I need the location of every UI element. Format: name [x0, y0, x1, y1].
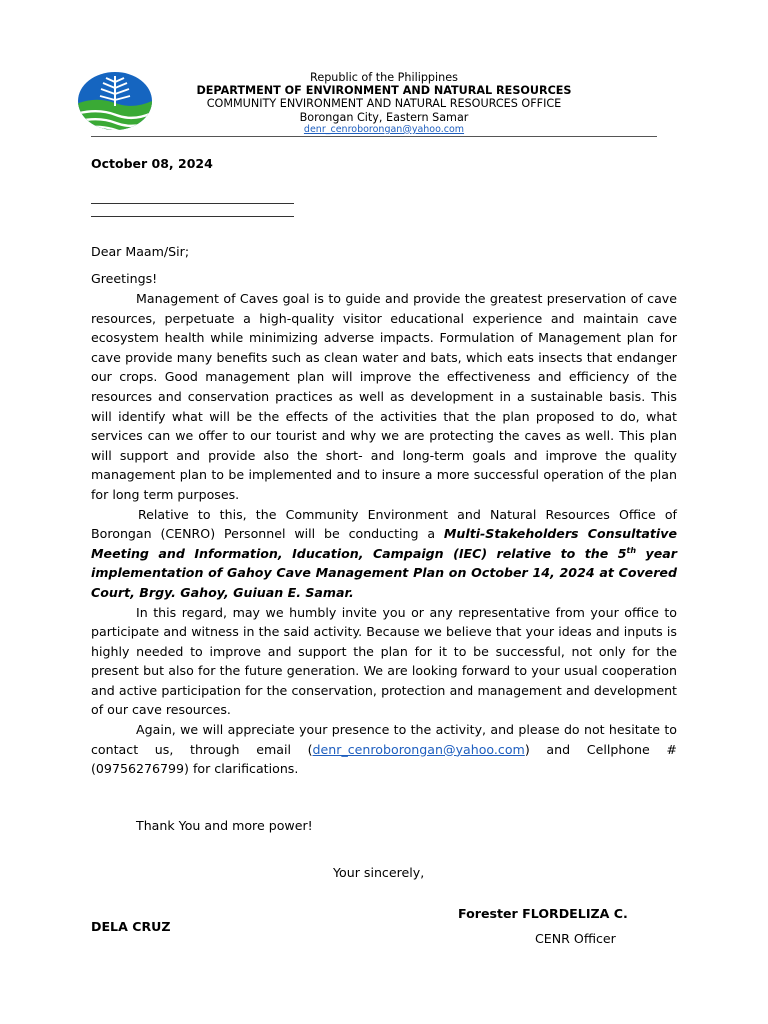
closing-thanks: Thank You and more power!	[136, 818, 313, 833]
letterhead-address: Borongan City, Eastern Samar	[299, 110, 469, 124]
greeting: Greetings!	[91, 271, 158, 286]
letter-body	[91, 289, 677, 779]
event-title-text: Multi-Stakeholders Consultative Meeting and Information, Iducation, Campaign (IEC) relative to the 5	[91, 526, 677, 561]
signatory-name-last: DELA CRUZ	[91, 919, 171, 934]
letterhead-office: COMMUNITY ENVIRONMENT AND NATURAL RESOURCES OFFICE	[206, 97, 562, 111]
closing-phrase: Your sincerely,	[333, 865, 425, 880]
letterhead-department: DEPARTMENT OF ENVIRONMENT AND NATURAL RESOURCES	[196, 84, 572, 98]
letterhead-email-link[interactable]: denr_cenroborongan@yahoo.com	[303, 123, 465, 135]
signatory-name-first: Forester FLORDELIZA C.	[458, 906, 628, 921]
letterhead-republic: Republic of the Philippines	[310, 71, 458, 84]
paragraph-invitation-event	[91, 505, 677, 603]
paragraph-purpose: Management of Caves goal is to guide and provide the greatest preservation of cave resources, perpetuate a high-quality visitor educational experience and maintain cave ecosystem health while minimizing adverse impacts. Formulation of Management plan for cave provide many benefits such as clean water and bats, which eats insects that endanger our crops. Good management plan will improve the effectiveness and efficiency of the resources and conservation practices as well as development in a sustainable basis. This will identify what will be the effects of the activities that the plan proposed to do, what services can we offer to our tourist and why we are protecting the caves as well. This plan will support and provide also the short- and long-term goals and improve the quality management plan to be implemented and to insure a more successful operation of the plan for long term purposes.	[91, 291, 677, 502]
recipient-blank-line	[91, 203, 294, 204]
contact-email-link[interactable]: denr_cenroborongan@yahoo.com	[312, 741, 525, 757]
letterhead-divider	[91, 136, 657, 137]
signatory-title: CENR Officer	[535, 931, 616, 946]
denr-logo-icon	[76, 70, 154, 132]
salutation: Dear Maam/Sir;	[91, 244, 190, 259]
contact-intro-text: Again, we will appreciate your presence to the activity, and please do not hesitate to contact us, through email (	[91, 722, 677, 757]
event-details-text: year implementation of Gahoy Cave Management Plan on October 14, 2024 at Covered Court, Brgy. Gahoy, Guiuan E. Samar.	[91, 545, 677, 600]
letterhead	[152, 71, 616, 135]
event-ordinal-suffix: th	[626, 545, 637, 555]
recipient-blank-line	[91, 216, 294, 217]
event-intro-text: Relative to this, the Community Environment and Natural Resources Office of Borongan (CENRO) Personnel will be conducting a	[91, 506, 677, 542]
paragraph-request: In this regard, may we humbly invite you or any representative from your office to participate and witness in the said activity. Because we believe that your ideas and inputs is highly needed to improve and support the plan for it to be successful, not only for the present but also for the future generation. We are looking forward to your usual cooperation and active participation for the conservation, protection and management and development of our cave resources.	[91, 604, 677, 718]
paragraph-contact	[91, 720, 677, 779]
contact-phone-text: ) and Cellphone # (09756276799) for clarifications.	[91, 741, 677, 777]
letter-date: October 08, 2024	[91, 156, 213, 171]
